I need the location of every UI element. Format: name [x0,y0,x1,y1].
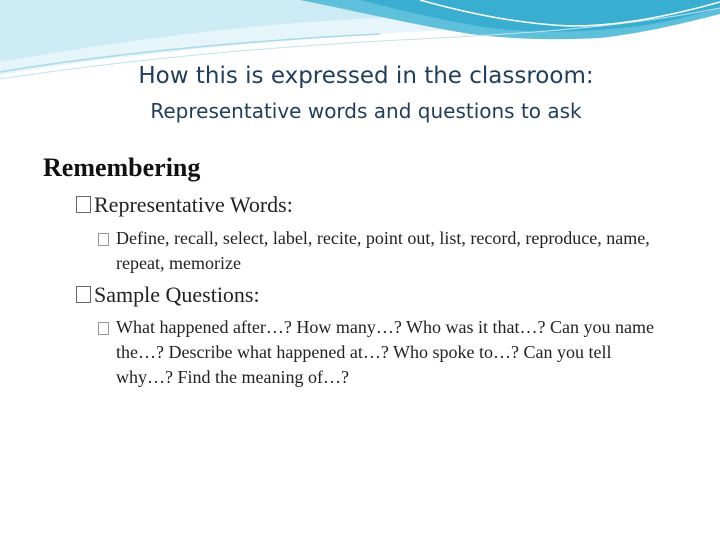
bullet-box-icon [76,196,91,213]
section-heading: Remembering [43,153,201,182]
slide-subtitle: Representative words and questions to ask [150,99,582,123]
bullet-label: Sample Questions: [94,282,260,307]
sub-bullet-text: Define, recall, select, label, recite, point out, list, record, reproduce, name, repeat, memorize [116,228,650,273]
bullet-box-icon [76,286,91,303]
bullet-sample-questions [76,282,260,308]
bullet-representative-words [76,192,293,218]
sub-bullet-words [96,226,656,276]
sub-bullet-questions [96,315,656,390]
sub-bullet-text: What happened after…? How many…? Who was it that…? Can you name the…? Describe what happened at…? Who spoke to…? Can you tell why…? Find the meaning of…? [116,317,654,387]
bullet-box-icon [98,322,109,335]
slide-title: How this is expressed in the classroom: [138,63,594,89]
bullet-box-icon [98,233,109,246]
bullet-label: Representative Words: [94,192,293,217]
